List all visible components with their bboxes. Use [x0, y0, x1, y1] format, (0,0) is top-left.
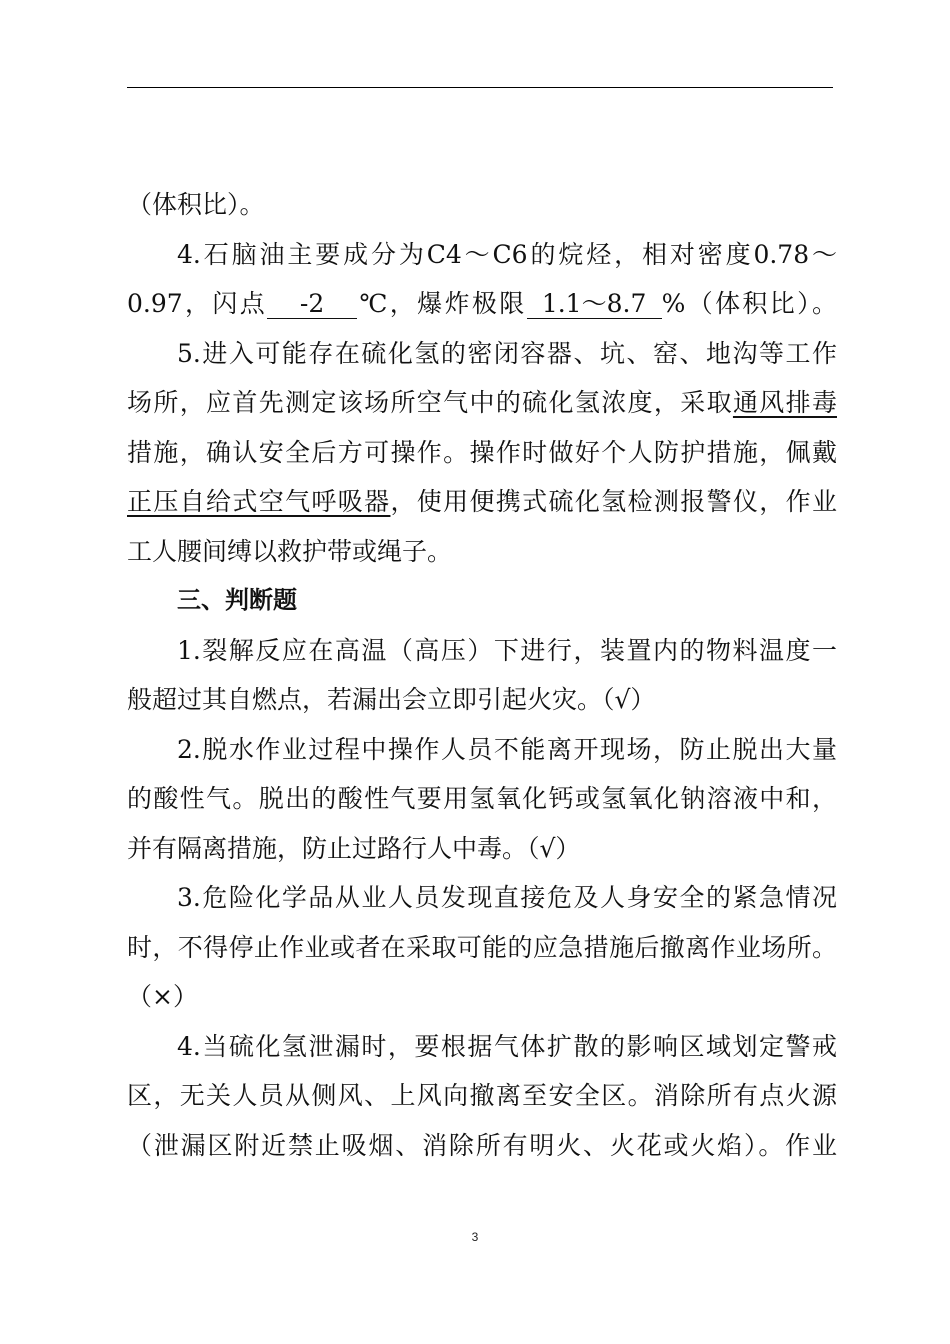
- text-segment: %（体积比）。: [661, 289, 838, 318]
- text-segment: ℃，爆炸极限: [357, 289, 527, 318]
- text-line: （×）: [127, 982, 198, 1011]
- text-line: （泄漏区附近禁止吸烟、消除所有明火、火花或火焰）。作业: [127, 1130, 837, 1160]
- text-line: 区，无关人员从侧风、上风向撤离至安全区。消除所有点火源: [127, 1081, 837, 1110]
- text-line: （体积比）。: [127, 190, 265, 219]
- document-body: [127, 180, 837, 1170]
- text-line: 般超过其自燃点，若漏出会立即引起火灾。（√）: [127, 685, 656, 714]
- text-segment: ，使用便携式硫化氢检测报警仪，作业: [390, 487, 837, 516]
- text-line: 的酸性气。脱出的酸性气要用氢氧化钙或氢氧化钠溶液中和，: [127, 784, 837, 813]
- fill-in-item-4: 4.石脑油主要成分为C4～C6的烷烃，相对密度0.78～: [177, 239, 837, 269]
- text-line: [127, 378, 837, 428]
- text-line: 并有隔离措施，防止过路行人中毒。（√）: [127, 833, 581, 863]
- text-line: [127, 477, 837, 527]
- ventilation-answer: 通风排毒: [732, 388, 837, 417]
- text-line: 时，不得停止作业或者在采取可能的应急措施后撤离作业场所。: [127, 932, 837, 962]
- page-number: 3: [471, 1230, 479, 1244]
- judgment-item-2: 2.脱水作业过程中操作人员不能离开现场，防止脱出大量: [177, 734, 837, 764]
- text-segment: 0.97，闪点: [127, 289, 268, 318]
- explosion-limit-answer: 1.1～8.7: [527, 290, 662, 319]
- text-line: 工人腰间缚以救护带或绳子。: [127, 536, 453, 566]
- header-rule: [127, 87, 833, 88]
- section-heading: 三、判断题: [177, 586, 297, 614]
- judgment-item-4: 4.当硫化氢泄漏时，要根据气体扩散的影响区域划定警戒: [177, 1031, 837, 1061]
- breathing-apparatus-answer: 正压自给式空气呼吸器: [127, 487, 391, 516]
- judgment-item-3: 3.危险化学品从业人员发现直接危及人身安全的紧急情况: [177, 883, 837, 912]
- fill-in-item-5: 5.进入可能存在硫化氢的密闭容器、坑、窑、地沟等工作: [177, 338, 837, 368]
- text-line: [127, 279, 837, 329]
- text-segment: 场所，应首先测定该场所空气中的硫化氢浓度，采取: [127, 388, 733, 417]
- text-line: 措施，确认安全后方可操作。操作时做好个人防护措施，佩戴: [127, 437, 837, 467]
- judgment-item-1: 1.裂解反应在高温（高压）下进行，装置内的物料温度一: [177, 635, 837, 665]
- flash-point-answer: -2: [267, 290, 357, 319]
